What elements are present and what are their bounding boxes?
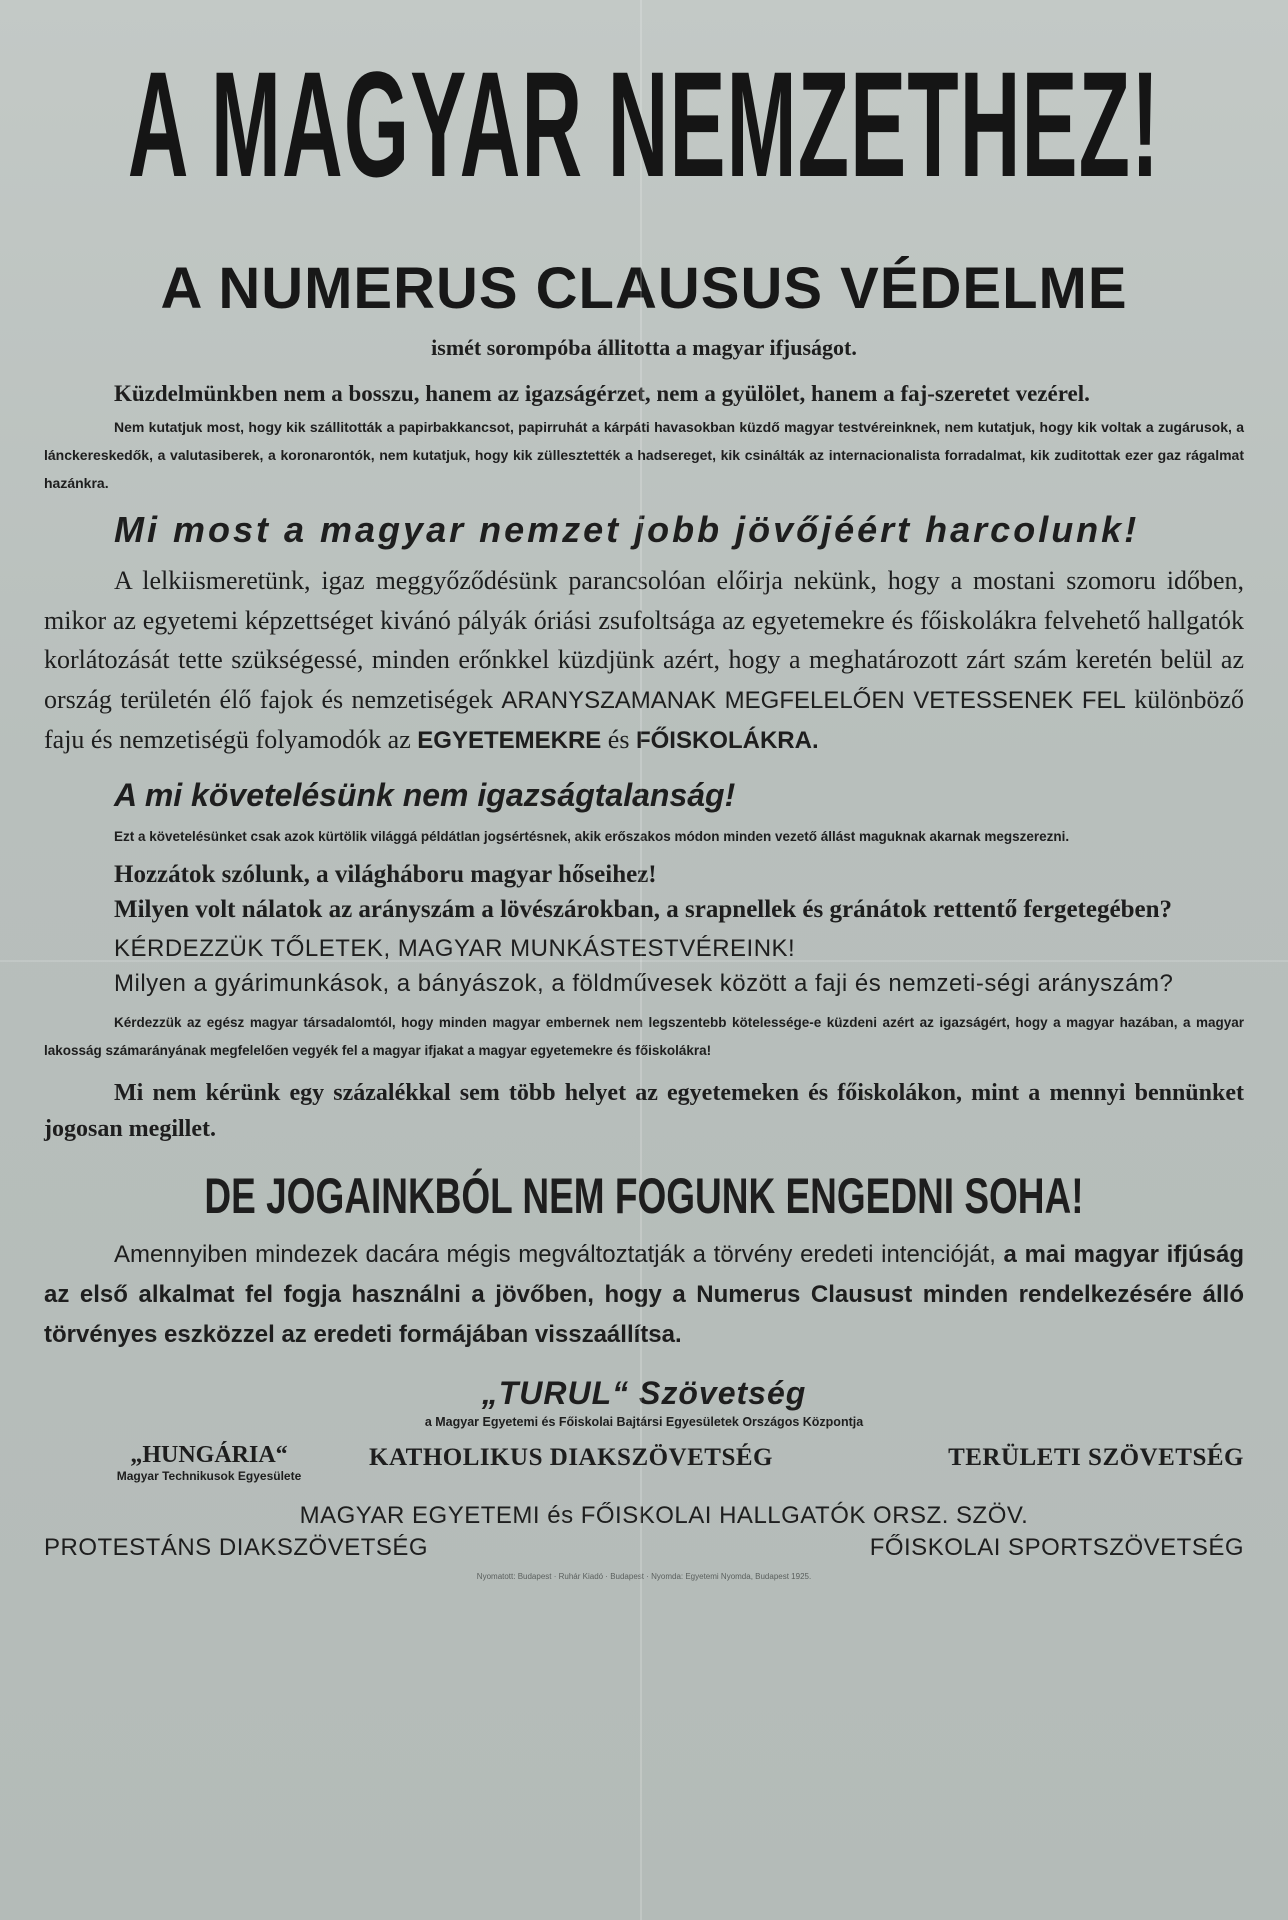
printer-line: Nyomatott: Budapest · Ruhár Kiadó · Budapest · Nyomda: Egyetemi Nyomda, Budapest 1925.: [476, 1571, 812, 1581]
small-paragraph: Nem kutatjuk most, hogy kik szállitották a papirbakkancsot, papirruhát a kárpáti havasokban küzdő magyar testvéreinknek, nem kutatjuk, hogy kik voltak a zugárusok, a lánckereskedők, a valutasiberek, a koronarontók, nem kutatjuk, hogy kik züllesztették a hadsereget, kik csinálták az internacionalista forradalmat, kik zuditottak ezer gaz rágalmat hazánkra.: [44, 419, 1244, 491]
conscience-text-2: különböző faju és nemzetiségü folyamodók az: [44, 684, 1244, 754]
conscience-caps-2: EGYETEMEKRE: [417, 727, 602, 754]
subtitle: A NUMERUS CLAUSUS VÉDELME: [160, 256, 1128, 321]
final-paragraph: [44, 1235, 1244, 1355]
signatory-last-row: [44, 1531, 1244, 1565]
final-text-dark: a mai magyar ifjúság az első alkalmat fel fogja használni a jövőben, hogy a Numerus Clausust minden rendelkezésére álló törvényes eszközzel az eredeti formájában visszaállítsa.: [44, 1240, 1245, 1348]
conscience-caps-3: FŐISKOLÁKRA.: [635, 727, 819, 754]
signatory-hungaria: [44, 1441, 374, 1483]
heroes-line: Hozzátok szólunk, a világháboru magyar hőseihez!: [114, 860, 657, 888]
signatory-katholikus: KATHOLIKUS DIAKSZÖVETSÉG: [369, 1443, 774, 1471]
conscience-caps-1: ARANYSZAMANAK MEGFELELŐEN VETESSENEK FEL: [501, 686, 1126, 714]
workers-call: KÉRDEZZÜK TŐLETEK, MAGYAR MUNKÁSTESTVÉREINK!: [114, 934, 796, 962]
signatory-mefhosz: MAGYAR EGYETEMI és FŐISKOLAI HALLGATÓK ORSZ. SZÖV.: [299, 1501, 1029, 1529]
never-heading: DE JOGAINKBÓL NEM FOGUNK ENGEDNI SOHA!: [204, 1167, 1084, 1224]
tagline: ismét sorompóba állitotta a magyar ifjuságot.: [431, 335, 857, 360]
signatory-protestans: PROTESTÁNS DIAKSZÖVETSÉG: [44, 1533, 429, 1561]
signature-turul-sub: a Magyar Egyetemi és Főiskolai Bajtársi Egyesületek Országos Központja: [424, 1414, 864, 1429]
signatory-teruleti: TERÜLETI SZÖVETSÉG: [948, 1443, 1244, 1471]
percent-paragraph: Mi nem kérünk egy százalékkal sem több helyet az egyetemeken és főiskolákon, mint a mennyi bennünket jogosan megillet.: [44, 1079, 1244, 1142]
signatory-row: [44, 1441, 1244, 1501]
final-text-light: Amennyiben mindezek dacára mégis megváltoztatják a törvény eredeti intencióját,: [114, 1240, 996, 1268]
signature-turul: „TURUL“ Szövetség: [481, 1374, 807, 1411]
signatory-sport: FŐISKOLAI SPORTSZÖVETSÉG: [869, 1533, 1244, 1561]
demand-paragraph: Ezt a követelésünket csak azok kürtölik világgá példátlan jogsértésnek, akik erőszakos módon minden vezető állást maguknak akarnak megszerezni.: [114, 828, 1070, 844]
heroes-question: Milyen volt nálatok az arányszám a lövészárokban, a srapnellek és gránátok rettentő fergetegében?: [114, 895, 1172, 923]
workers-question: Milyen a gyárimunkások, a bányászok, a földművesek között a faji és nemzeti-ségi arányszám?: [114, 969, 1174, 997]
conscience-text-1: A lelkiismeretünk, igaz meggyőződésünk parancsolóan előirja nekünk, hogy a mostani szomoru időben, mikor az egyetemi képzettséget kivánó pályák óriási zsufoltsága az egyetemekre és főiskolákra felvehető hallgatók korlátozását tette szükségessé, minden erőnkkel küzdjünk azért, hogy a meghatározott zárt szám keretén belül az ország területén élő fajok és nemzetiségek: [44, 566, 1244, 714]
conscience-text-3: és: [607, 725, 630, 754]
hungaria-desc: Magyar Technikusok Egyesülete: [116, 1468, 302, 1483]
paper-fold-horizontal: [0, 960, 1288, 962]
headline: A MAGYAR NEMZETHEZ!: [127, 40, 1161, 208]
lead-paragraph: Küzdelmünkben nem a bosszu, hanem az igazságérzet, nem a gyülölet, hanem a faj-szeretet vezérel.: [114, 381, 1090, 406]
demand-heading: A mi követelésünk nem igazságtalanság!: [114, 776, 736, 813]
hungaria-name: „HUNGÁRIA“: [130, 1441, 288, 1468]
fight-heading: Mi most a magyar nemzet jobb jövőjéért harcolunk!: [114, 509, 1140, 550]
conscience-paragraph: [44, 561, 1244, 761]
society-paragraph: Kérdezzük az egész magyar társadalomtól, hogy minden magyar embernek nem legszentebb kötelessége-e küzdeni azért az igazságért, hogy a magyar hazában, a magyar lakosság számarányának megfelelően vegyék fel a magyar ifjakat a magyar egyetemekre és főiskolákra!: [44, 1014, 1244, 1058]
